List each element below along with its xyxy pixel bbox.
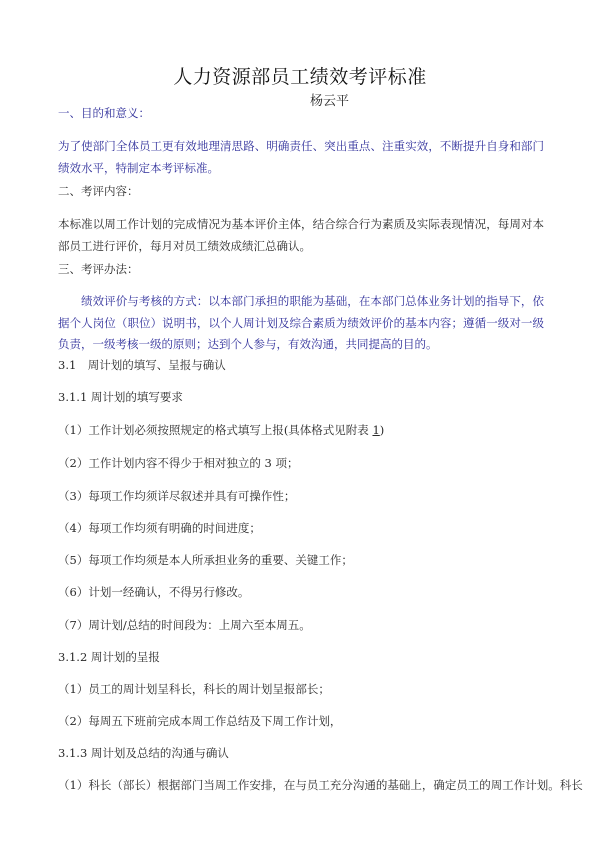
report-item-1: （1）员工的周计划呈科长，科长的周计划呈报部长； [58,682,330,696]
list-item-1-close: ) [379,423,385,437]
list-item-3: （3）每项工作均须详尽叙述并具有可操作性； [58,489,296,503]
list-item-1 [58,420,550,441]
list-item-4: （4）每项工作均须有明确的时间进度； [58,521,261,535]
section-1-heading: 一、目的和意义： [58,106,150,120]
section-3-paragraph: 绩效评价与考核的方式：以本部门承担的职能为基础，在本部门总体业务计划的指导下，依据个人岗位（职位）说明书，以个人周计划及综合素质为绩效评价的基本内容；遵循一级对一级负责，一级考核一级的原则；达到个人参与，有效沟通，共同提高的目的。 [58,294,544,351]
section-3-heading: 三、考评办法： [58,262,139,276]
appendix-link[interactable]: 1 [372,423,380,437]
author-name: 杨云平 [310,94,350,109]
report-item-2: （2）每周五下班前完成本周工作总结及下周工作计划， [58,714,342,728]
section-2-paragraph: 本标准以周工作计划的完成情况为基本评价主体，结合综合行为素质及实际表现情况，每周对本部员工进行评价，每月对员工绩效成绩汇总确认。 [58,217,544,253]
list-item-6: （6）计划一经确认，不得另行修改。 [58,585,250,599]
subsection-3-1-heading: 3.1 周计划的填写、呈报与确认 [58,358,226,372]
section-1-paragraph: 为了使部门全体员工更有效地理清思路、明确责任、突出重点、注重实效，不断提升自身和部门绩效水平，特制定本考评标准。 [58,139,544,175]
list-item-5: （5）每项工作均须是本人所承担业务的重要、关键工作； [58,553,353,567]
list-item-1-text: （1）工作计划必须按照规定的格式填写上报(具体格式见附表 [58,423,373,437]
section-2-heading: 二、考评内容： [58,184,139,198]
subsection-3-1-2-heading: 3.1.2 周计划的呈报 [58,650,160,664]
list-item-7: （7）周计划/总结的时间段为：上周六至本周五。 [58,618,311,632]
subsection-3-1-1-heading: 3.1.1 周计划的填写要求 [58,390,183,404]
list-item-2: （2）工作计划内容不得少于相对独立的 3 项； [58,456,299,470]
document-title: 人力资源部员工绩效考评标准 [173,66,427,88]
subsection-3-1-3-heading: 3.1.3 周计划及总结的沟通与确认 [58,746,229,760]
confirm-item-1: （1）科长（部长）根据部门当周工作安排，在与员工充分沟通的基础上，确定员工的周工作计划。科长 [58,778,583,792]
